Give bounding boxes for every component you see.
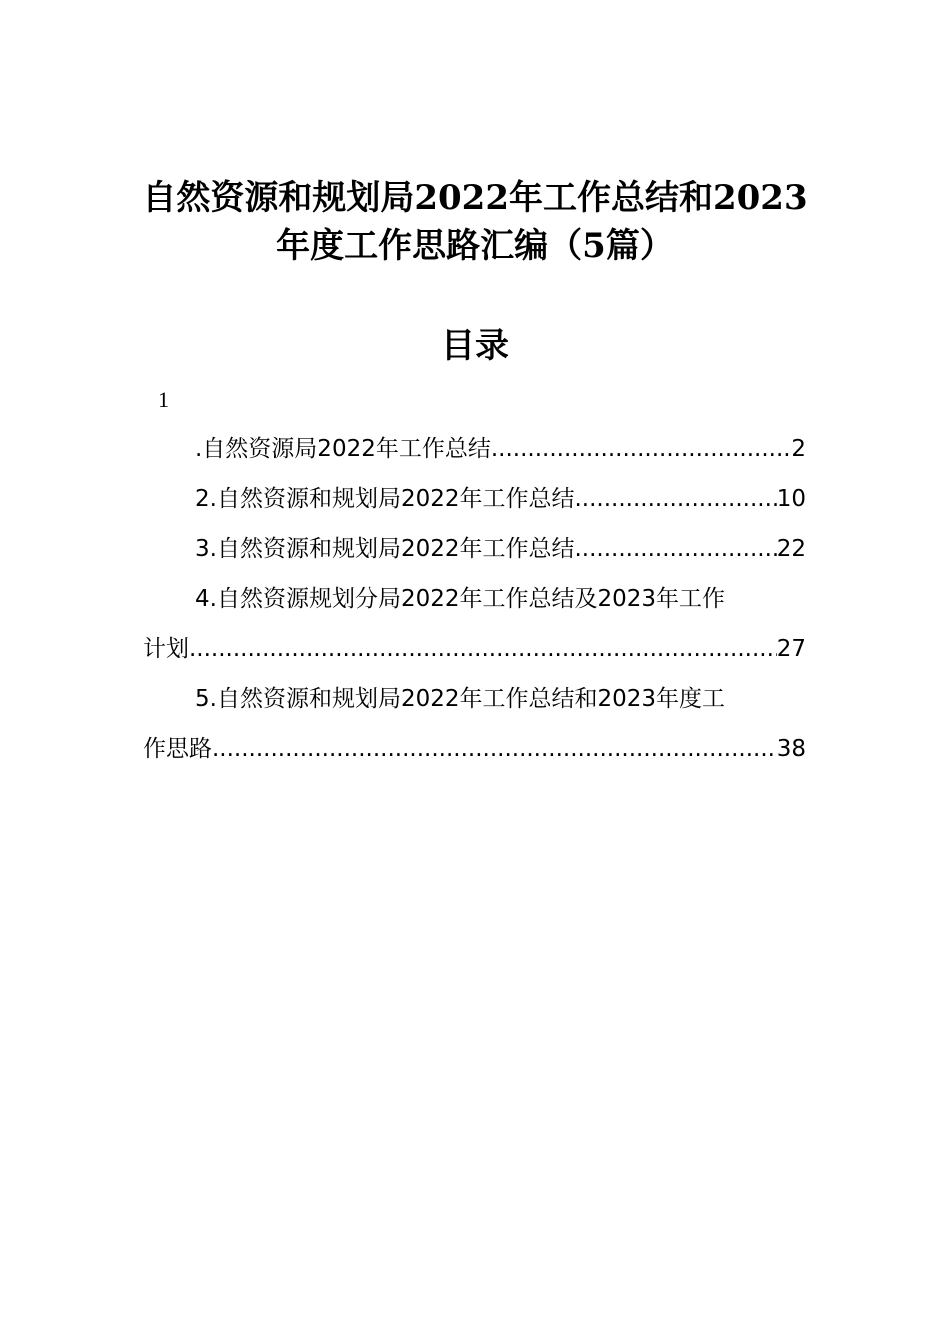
toc-dot-leader [574, 474, 776, 524]
toc-entry-line [143, 574, 806, 624]
toc-heading: 目录 [441, 326, 509, 366]
toc-dot-leader [574, 524, 776, 574]
table-of-contents [143, 424, 806, 774]
toc-entry-text: 作思路 [143, 736, 212, 762]
toc-dot-leader [189, 624, 777, 674]
toc-entry-page: 27 [776, 636, 806, 662]
toc-dot-leader [491, 424, 792, 474]
toc-entry-line [143, 674, 806, 724]
toc-entry-4[interactable] [143, 574, 806, 674]
document-title-line-2: 年度工作思路汇编（5篇） [276, 226, 674, 266]
toc-dot-leader [212, 724, 777, 774]
toc-entry-text: 2.自然资源和规划局2022年工作总结 [195, 486, 575, 512]
toc-entry-text: 4.自然资源规划分局2022年工作总结及2023年工作 [195, 586, 726, 612]
toc-entry-2[interactable] [143, 474, 806, 524]
toc-entry-page: 38 [776, 736, 806, 762]
list-number-marker: 1 [158, 387, 169, 412]
toc-entry-page: 10 [776, 486, 806, 512]
document-title-line-1: 自然资源和规划局2022年工作总结和2023 [142, 178, 808, 218]
toc-entry-text: 5.自然资源和规划局2022年工作总结和2023年度工 [195, 686, 726, 712]
toc-entry-1[interactable] [143, 424, 806, 474]
toc-entry-line [143, 624, 806, 674]
toc-entry-text: 3.自然资源和规划局2022年工作总结 [195, 536, 575, 562]
toc-entry-text: 计划 [143, 636, 189, 662]
toc-entry-page: 22 [776, 536, 806, 562]
toc-entry-5[interactable] [143, 674, 806, 774]
document-title [140, 174, 810, 270]
toc-entry-line [143, 724, 806, 774]
toc-entry-page: 2 [791, 436, 806, 462]
toc-entry-3[interactable] [143, 524, 806, 574]
toc-entry-text: .自然资源局2022年工作总结 [195, 436, 491, 462]
